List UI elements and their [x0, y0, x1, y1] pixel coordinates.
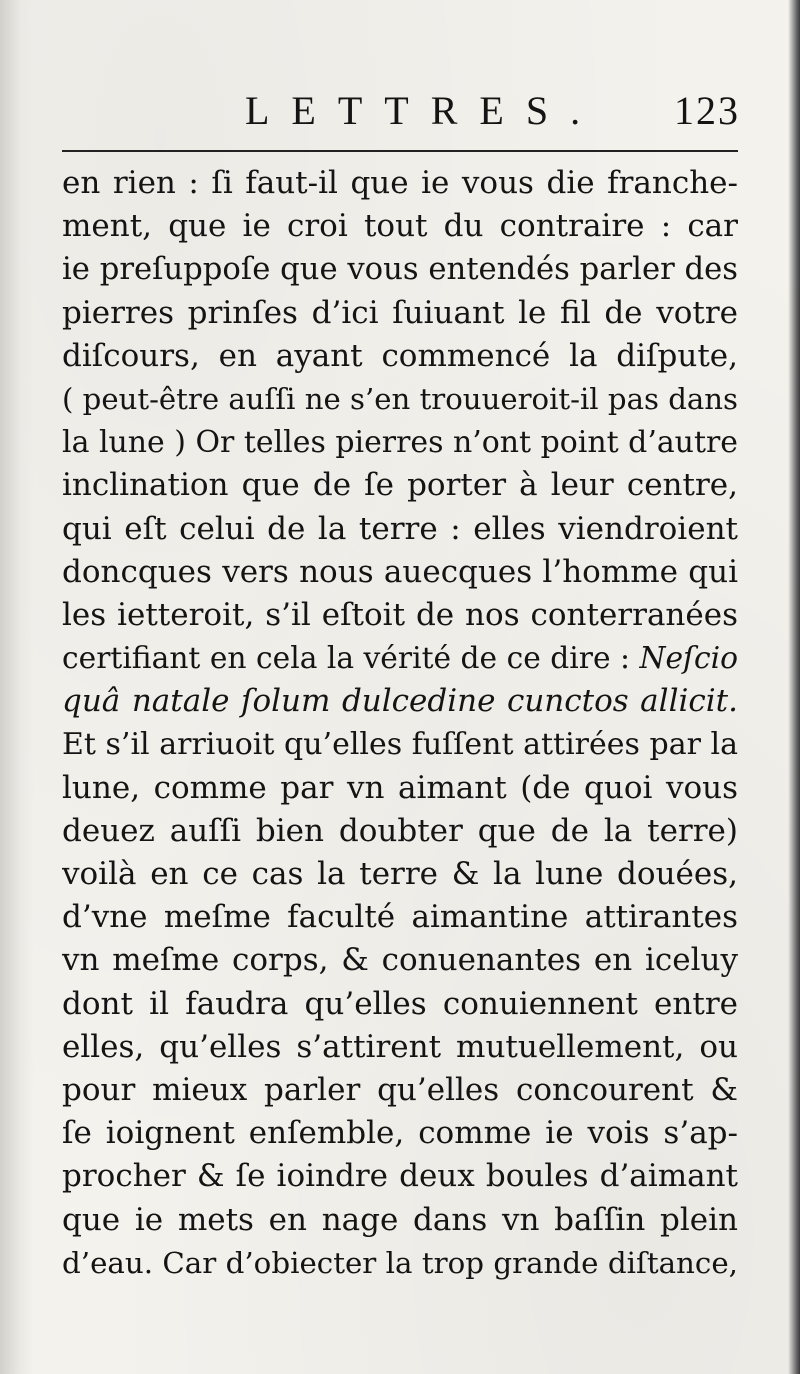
text-line-16: deuez auſſi bien doubter que de la terre): [62, 812, 738, 849]
text-line-11: les ietteroit, s’il eſtoit de nos conterranées: [62, 596, 738, 633]
text-line-22: pour mieux parler qu’elles concourent &: [62, 1071, 738, 1108]
text-line-9: qui eſt celui de la terre : elles viendroient: [62, 510, 738, 547]
text-line-12: [62, 637, 738, 680]
text-line-24: procher & ſe ioindre deux boules d’aimant: [62, 1158, 738, 1195]
text-line-15: lune, comme par vn aimant (de quoi vous: [62, 769, 738, 806]
text-line-25: que ie mets en nage dans vn baſſin plein: [62, 1201, 738, 1238]
text-line-17: voilà en ce cas la terre & la lune douées,: [62, 856, 738, 892]
text-line-18: d’vne meſme faculté aimantine attirantes: [62, 899, 738, 936]
text-line-10: doncques vers nous auecques l’homme qui: [62, 553, 738, 590]
text-line-19: vn meſme corps, & conuenantes en iceluy: [62, 942, 738, 979]
text-line-4: pierres prinſes d’ici ſuiuant le fil de votre: [62, 294, 738, 331]
text-line-12-roman: certifiant en cela la vérité de ce dire :: [62, 641, 630, 677]
text-line-20: dont il faudra qu’elles conuiennent entre: [62, 985, 738, 1022]
header-rule: [62, 150, 738, 152]
text-line-3: ie preſuppoſe que vous entendés parler des: [62, 252, 738, 288]
page-number: 123: [674, 88, 740, 133]
running-title: LETTRES.: [245, 88, 603, 133]
latin-quote-start: Neſcio: [639, 641, 738, 677]
text-line-21: elles, qu’elles s’attirent mutuellement, ou: [62, 1028, 738, 1065]
page-gutter-shadow: [0, 0, 34, 1374]
page-edge-shadow: [788, 0, 800, 1374]
text-line-6: ( peut-être auſſi ne s’en trouueroit-il pas dans: [62, 381, 738, 416]
text-line-8: inclination que de ſe porter à leur centre,: [62, 467, 738, 504]
text-line-14: Et s’il arriuoit qu’elles fuſſent attirées par la: [62, 727, 738, 763]
text-line-23: ſe ioignent enſemble, comme ie vois s’ap-: [62, 1115, 738, 1152]
text-line-7: la lune ) Or telles pierres n’ont point d’autre: [62, 425, 738, 461]
body-text: [62, 162, 738, 1285]
latin-quote-line: quâ natale ſolum dulcedine cunctos allicit.: [62, 683, 738, 720]
text-line-26: d’eau. Car d’obiecter la trop grande diſtance,: [62, 1245, 738, 1280]
text-line-1: en rien : ſi faut-il que ie vous die franche-: [62, 165, 738, 201]
running-head: [60, 86, 740, 142]
text-line-2: ment, que ie croi tout du contraire : car: [62, 208, 738, 245]
text-line-5: diſcours, en ayant commencé la diſpute,: [62, 337, 738, 374]
